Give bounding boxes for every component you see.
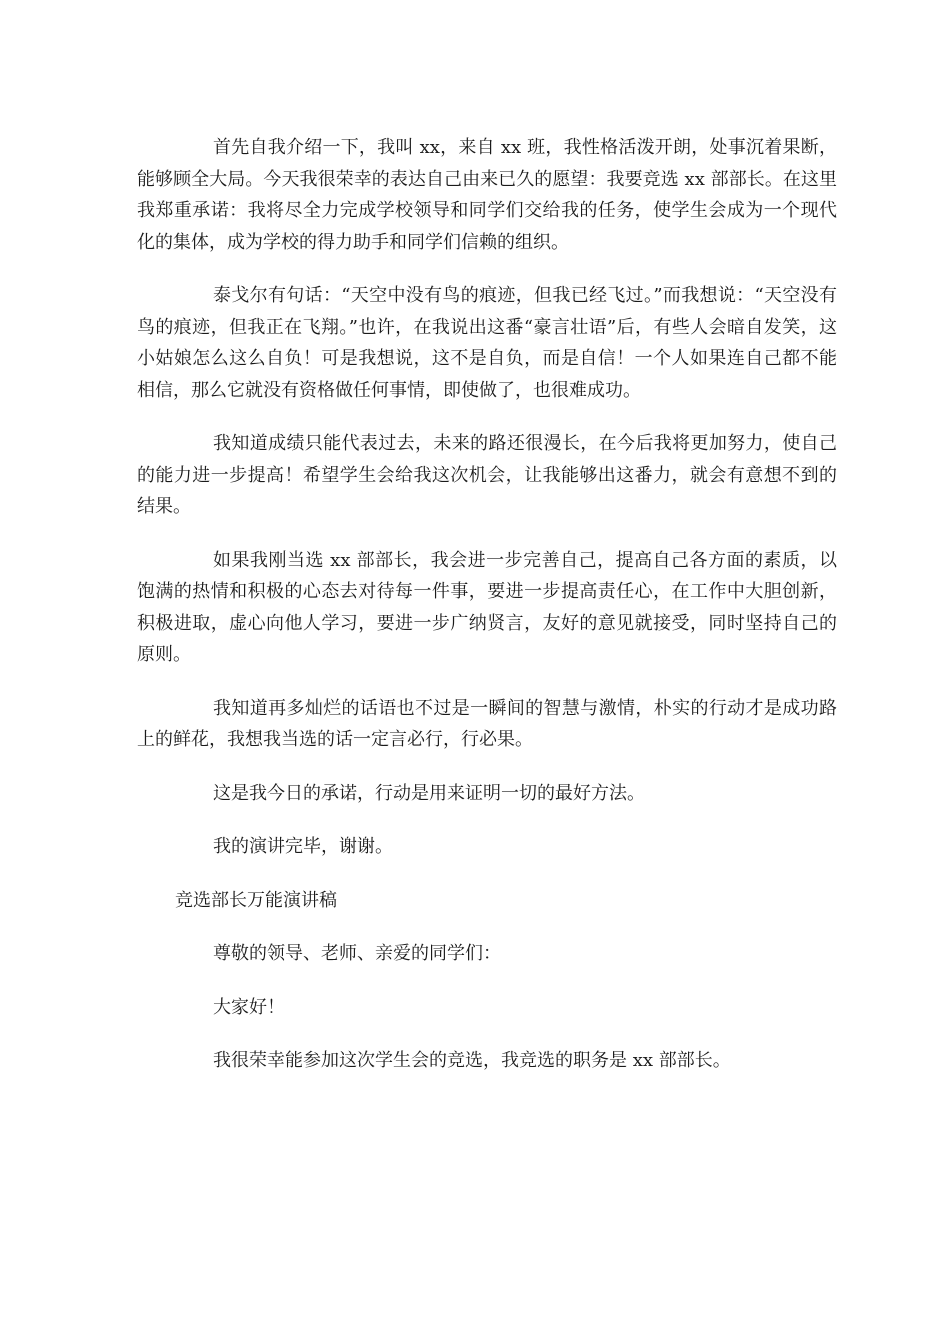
paragraph-hello: 大家好！ xyxy=(213,996,285,1018)
section-heading: 竞选部长万能演讲稿 xyxy=(175,889,337,911)
paragraph-action-promise: 我知道再多灿烂的话语也不过是一瞬间的智慧与激情，朴实的行动才是成功路上的鲜花，我想我当选的话一定言必行，行必果。 xyxy=(137,697,837,750)
paragraph-greeting-audience: 尊敬的领导、老师、亲爱的同学们： xyxy=(213,943,501,964)
paragraph-commitment: 这是我今日的承诺，行动是用来证明一切的最好方法。 xyxy=(213,782,645,804)
document-body xyxy=(137,132,837,1099)
paragraph-candidacy: 我很荣幸能参加这次学生会的竞选，我竞选的职务是 xx 部部长。 xyxy=(213,1050,731,1071)
paragraph-future-effort: 我知道成绩只能代表过去，未来的路还很漫长，在今后我将更加努力，使自己的能力进一步提高！希望学生会给我这次机会，让我能够出这番力，就会有意想不到的结果。 xyxy=(137,433,837,517)
paragraph-closing: 我的演讲完毕，谢谢。 xyxy=(213,836,393,857)
paragraph-if-elected: 如果我刚当选 xx 部部长，我会进一步完善自己，提高自己各方面的素质，以饱满的热情和积极的心态去对待每一件事，要进一步提高责任心，在工作中大胆创新，积极进取，虚心向他人学习，要进一步广纳贤言，友好的意见就接受，同时坚持自己的原则。 xyxy=(137,549,837,665)
paragraph-self-intro: 首先自我介绍一下，我叫 xx，来自 xx 班，我性格活泼开朗，处事沉着果断，能够顾全大局。今天我很荣幸的表达自己由来已久的愿望：我要竞选 xx 部部长。在这里我郑重承诺：我将尽全力完成学校领导和同学们交给我的任务，使学生会成为一个现代化的集体，成为学校的得力助手和同学们信赖的组织。 xyxy=(137,137,837,253)
paragraph-tagore-quote: 泰戈尔有句话：“天空中没有鸟的痕迹，但我已经飞过。”而我想说：“天空没有鸟的痕迹，但我正在飞翔。”也许，在我说出这番“豪言壮语”后，有些人会暗自发笑，这小姑娘怎么这么自负！可是我想说，这不是自负，而是自信！一个人如果连自己都不能相信，那么它就没有资格做任何事情，即使做了，也很难成功。 xyxy=(137,285,837,401)
